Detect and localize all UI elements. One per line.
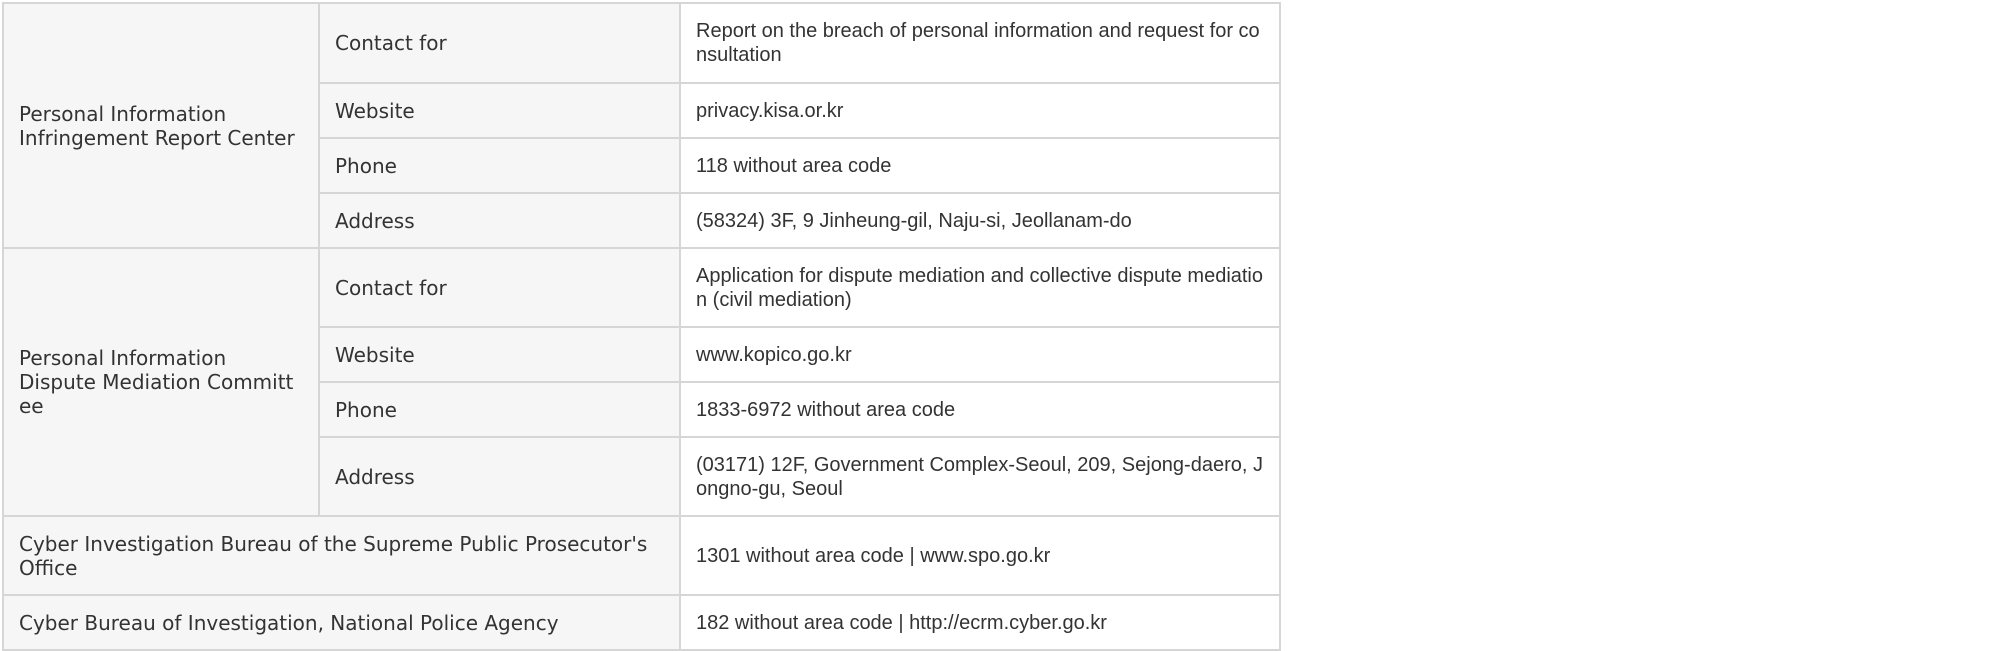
row-value: (03171) 12F, Government Complex-Seoul, 209, Sejong-daero, Jongno-gu, Seoul [680, 437, 1280, 516]
org-name-spo: Cyber Investigation Bureau of the Supreme Public Prosecutor's Office [3, 516, 680, 595]
org-name-police: Cyber Bureau of Investigation, National Police Agency [3, 595, 680, 650]
row-value: 1833-6972 without area code [680, 382, 1280, 437]
row-value: 118 without area code [680, 138, 1280, 193]
row-label: Phone [319, 138, 680, 193]
table-row [3, 248, 1280, 327]
table-row [3, 3, 1280, 83]
row-label: Address [319, 437, 680, 516]
row-label: Phone [319, 382, 680, 437]
org-name-kopico: Personal Information Dispute Mediation Committee [3, 248, 319, 516]
website-link[interactable]: privacy.kisa.or.kr [680, 83, 1280, 138]
row-label: Contact for [319, 3, 680, 83]
org-name-kisa: Personal Information Infringement Report Center [3, 3, 319, 248]
row-value: Application for dispute mediation and collective dispute mediation (civil mediation) [680, 248, 1280, 327]
table-row [3, 595, 1280, 650]
row-value: Report on the breach of personal information and request for consultation [680, 3, 1280, 83]
row-value: (58324) 3F, 9 Jinheung-gil, Naju-si, Jeollanam-do [680, 193, 1280, 248]
contact-table [2, 2, 1281, 651]
row-label: Website [319, 83, 680, 138]
website-link[interactable]: www.kopico.go.kr [680, 327, 1280, 382]
row-value: 1301 without area code | www.spo.go.kr [680, 516, 1280, 595]
row-label: Contact for [319, 248, 680, 327]
row-label: Website [319, 327, 680, 382]
row-value: 182 without area code | http://ecrm.cyber.go.kr [680, 595, 1280, 650]
table-row [3, 516, 1280, 595]
row-label: Address [319, 193, 680, 248]
